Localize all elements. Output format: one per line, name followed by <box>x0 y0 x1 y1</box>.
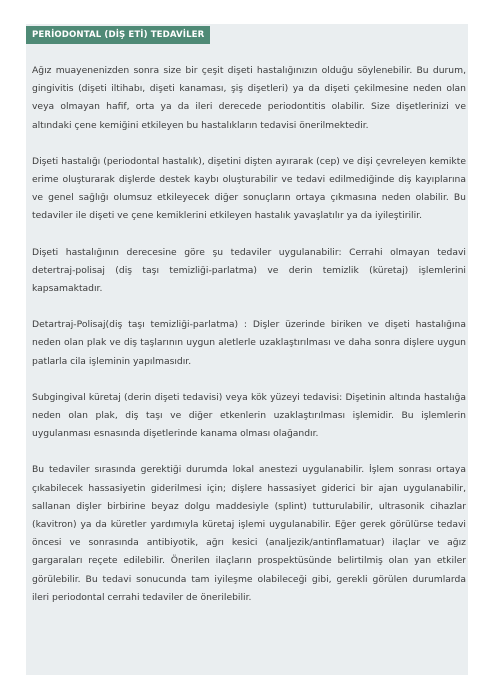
document-body <box>32 62 466 625</box>
section-title: PERİODONTAL (DİŞ ETİ) TEDAVİLER <box>26 26 210 44</box>
paragraph-periodontal-disease: Dişeti hastalığı (periodontal hastalık), dişetini dişten ayırarak (cep) ve dişi çevreleyen kemikte erime oluşturarak dişlerde destek kaybı oluşturabilir ve tedavi edilmediğinde diş kayıplarına ve genel sağlığı olumsuz etkileyecek diğer sonuçların ortaya çıkmasına neden olabilir. Bu tedaviler ile dişeti ve çene kemiklerini etkileyen hastalık yavaşlatılır ya da iyileştirilir. <box>32 155 466 222</box>
paragraph-treatment-types: Dişeti hastalığının derecesine göre şu tedaviler uygulanabilir: Cerrahi olmayan tedavi detertraj-polisaj (diş taşı temizliği-parlatma) ve derin temizlik (küretaj) işlemlerini kapsamaktadır. <box>32 246 466 295</box>
paragraph-scaling-polishing: Detartraj-Polisaj(diş taşı temizliği-parlatma) : Dişler üzerinde biriken ve dişeti hastalığına neden olan plak ve diş taşlarının uygun aletlerle uzaklaştırılması ve daha sonra dişlere uygun patlarla cila işleminin yapılmasıdır. <box>32 319 466 367</box>
paragraph-intro: Ağız muayenenizden sonra size bir çeşit dişeti hastalığınızın olduğu söylenebilir. Bu durum, gingivitis (dişeti iltihabı, dişeti kanaması, şiş dişetleri) ya da dişeti çekilmesine neden olan veya olmayan hafif, orta ya da ileri derecede periodontitis olabilir. Size dişetlerinizi ve altındaki çene kemiğini etkileyen bu hastalıkların tedavisi önerilmektedir. <box>32 65 466 131</box>
paragraph-anesthesia-aftercare: Bu tedaviler sırasında gerektiği durumda lokal anestezi uygulanabilir. İşlem sonrası ortaya çıkabilecek hassasiyetin giderilmesi için; dişlere hassasiyet giderici bir ajan uygulanabilir, sallanan dişler birbirine beyaz dolgu maddesiyle (splint) tutturulabilir, ultrasonik cihazlar (kavitron) ya da küretler yardımıyla küretaj işlemi uygulanabilir. Eğer gerek görülürse tedavi öncesi ve sonrasında antibiyotik, ağrı kesici (analjezik/antinflamatuar) ilaçlar ve ağız gargaraları reçete edilebilir. Önerilen ilaçların prospektüsünde belirtilmiş olan yan etkiler görülebilir. Bu tedavi sonucunda tam iyileşme olabileceği gibi, gerekli görülen durumlarda ileri periodontal cerrahi tedaviler de önerilebilir. <box>32 464 466 603</box>
paragraph-subgingival-curettage: Subgingival küretaj (derin dişeti tedavisi) veya kök yüzeyi tedavisi: Dişetinin altında hastalığa neden olan plak, diş taşı ve diğer etkenlerin uzaklaştırılması işlemidir. Bu işlemlerin uygulanması esnasında dişetlerinde kanama olması olağandır. <box>32 391 466 440</box>
